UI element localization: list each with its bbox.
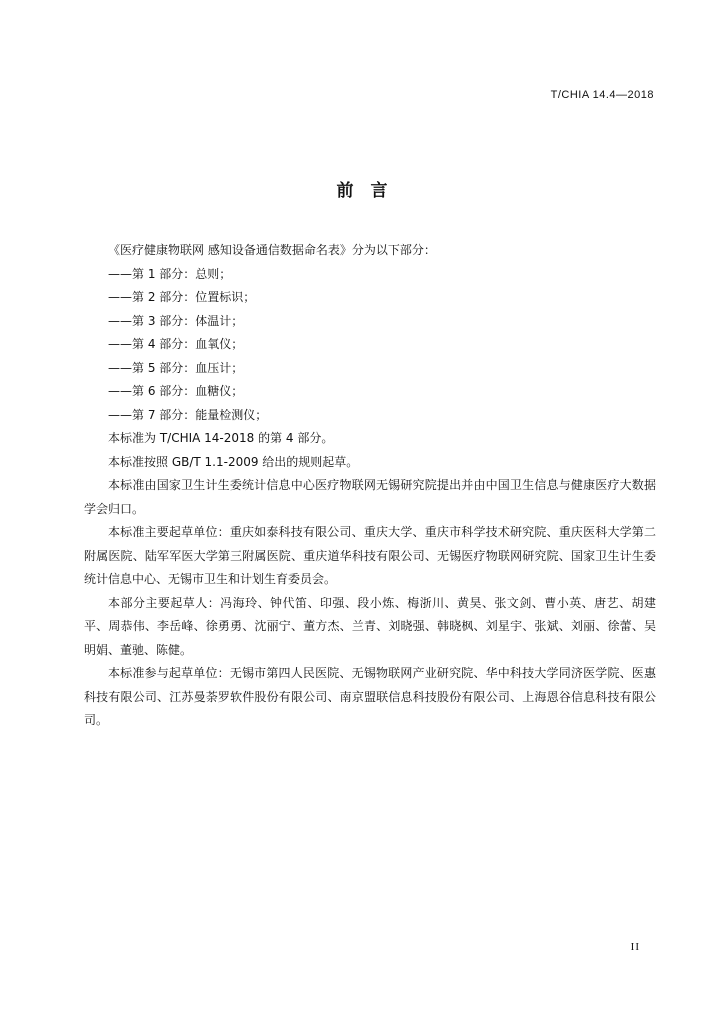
proposer-statement: 本标准由国家卫生计生委统计信息中心医疗物联网无锡研究院提出并由中国卫生信息与健康医疗大数据学会归口。 <box>84 478 656 516</box>
standard-code: T/CHIA 14.4—2018 <box>550 89 654 101</box>
page-title: 前 言 <box>336 181 388 201</box>
list-item: ——第 4 部分：血氧仪； <box>108 337 244 351</box>
list-item: ——第 1 部分：总则； <box>108 266 232 281</box>
main-drafters: 本部分主要起草人：冯海玲、钟代笛、印强、段小炼、梅浙川、黄昊、张文剑、曹小英、唐艺、胡建平、周恭伟、李岳峰、徐勇勇、沈丽宁、董方杰、兰青、刘晓强、韩晓枫、刘星宇、张斌、刘丽、徐蕾、吴明娟、董驰、陈健。 <box>84 595 656 657</box>
participating-units: 本标准参与起草单位：无锡市第四人民医院、无锡物联网产业研究院、华中科技大学同济医学院、医惠科技有限公司、江苏曼荼罗软件股份有限公司、南京盟联信息科技股份有限公司、上海恩谷信息科技有限公司。 <box>84 666 656 727</box>
list-item: ——第 7 部分：能量检测仪； <box>108 407 268 422</box>
intro-paragraph: 《医疗健康物联网 感知设备通信数据命名表》分为以下部分： <box>108 243 436 257</box>
list-item: ——第 3 部分：体温计； <box>108 313 244 328</box>
list-item: ——第 2 部分：位置标识； <box>108 290 256 304</box>
foreword-body <box>84 239 656 733</box>
list-item: ——第 6 部分：血糖仪； <box>108 384 244 398</box>
main-drafting-units: 本标准主要起草单位：重庆如泰科技有限公司、重庆大学、重庆市科学技术研究院、重庆医科大学第二附属医院、陆军军医大学第三附属医院、重庆道华科技有限公司、无锡医疗物联网研究院、国家卫生计生委统计信息中心、无锡市卫生和计划生育委员会。 <box>84 525 656 586</box>
drafting-rules: 本标准按照 GB/T 1.1-2009 给出的规则起草。 <box>108 454 359 469</box>
list-item: ——第 5 部分：血压计； <box>108 360 244 375</box>
part-statement: 本标准为 T/CHIA 14-2018 的第 4 部分。 <box>108 431 334 445</box>
page-number: II <box>630 941 640 953</box>
